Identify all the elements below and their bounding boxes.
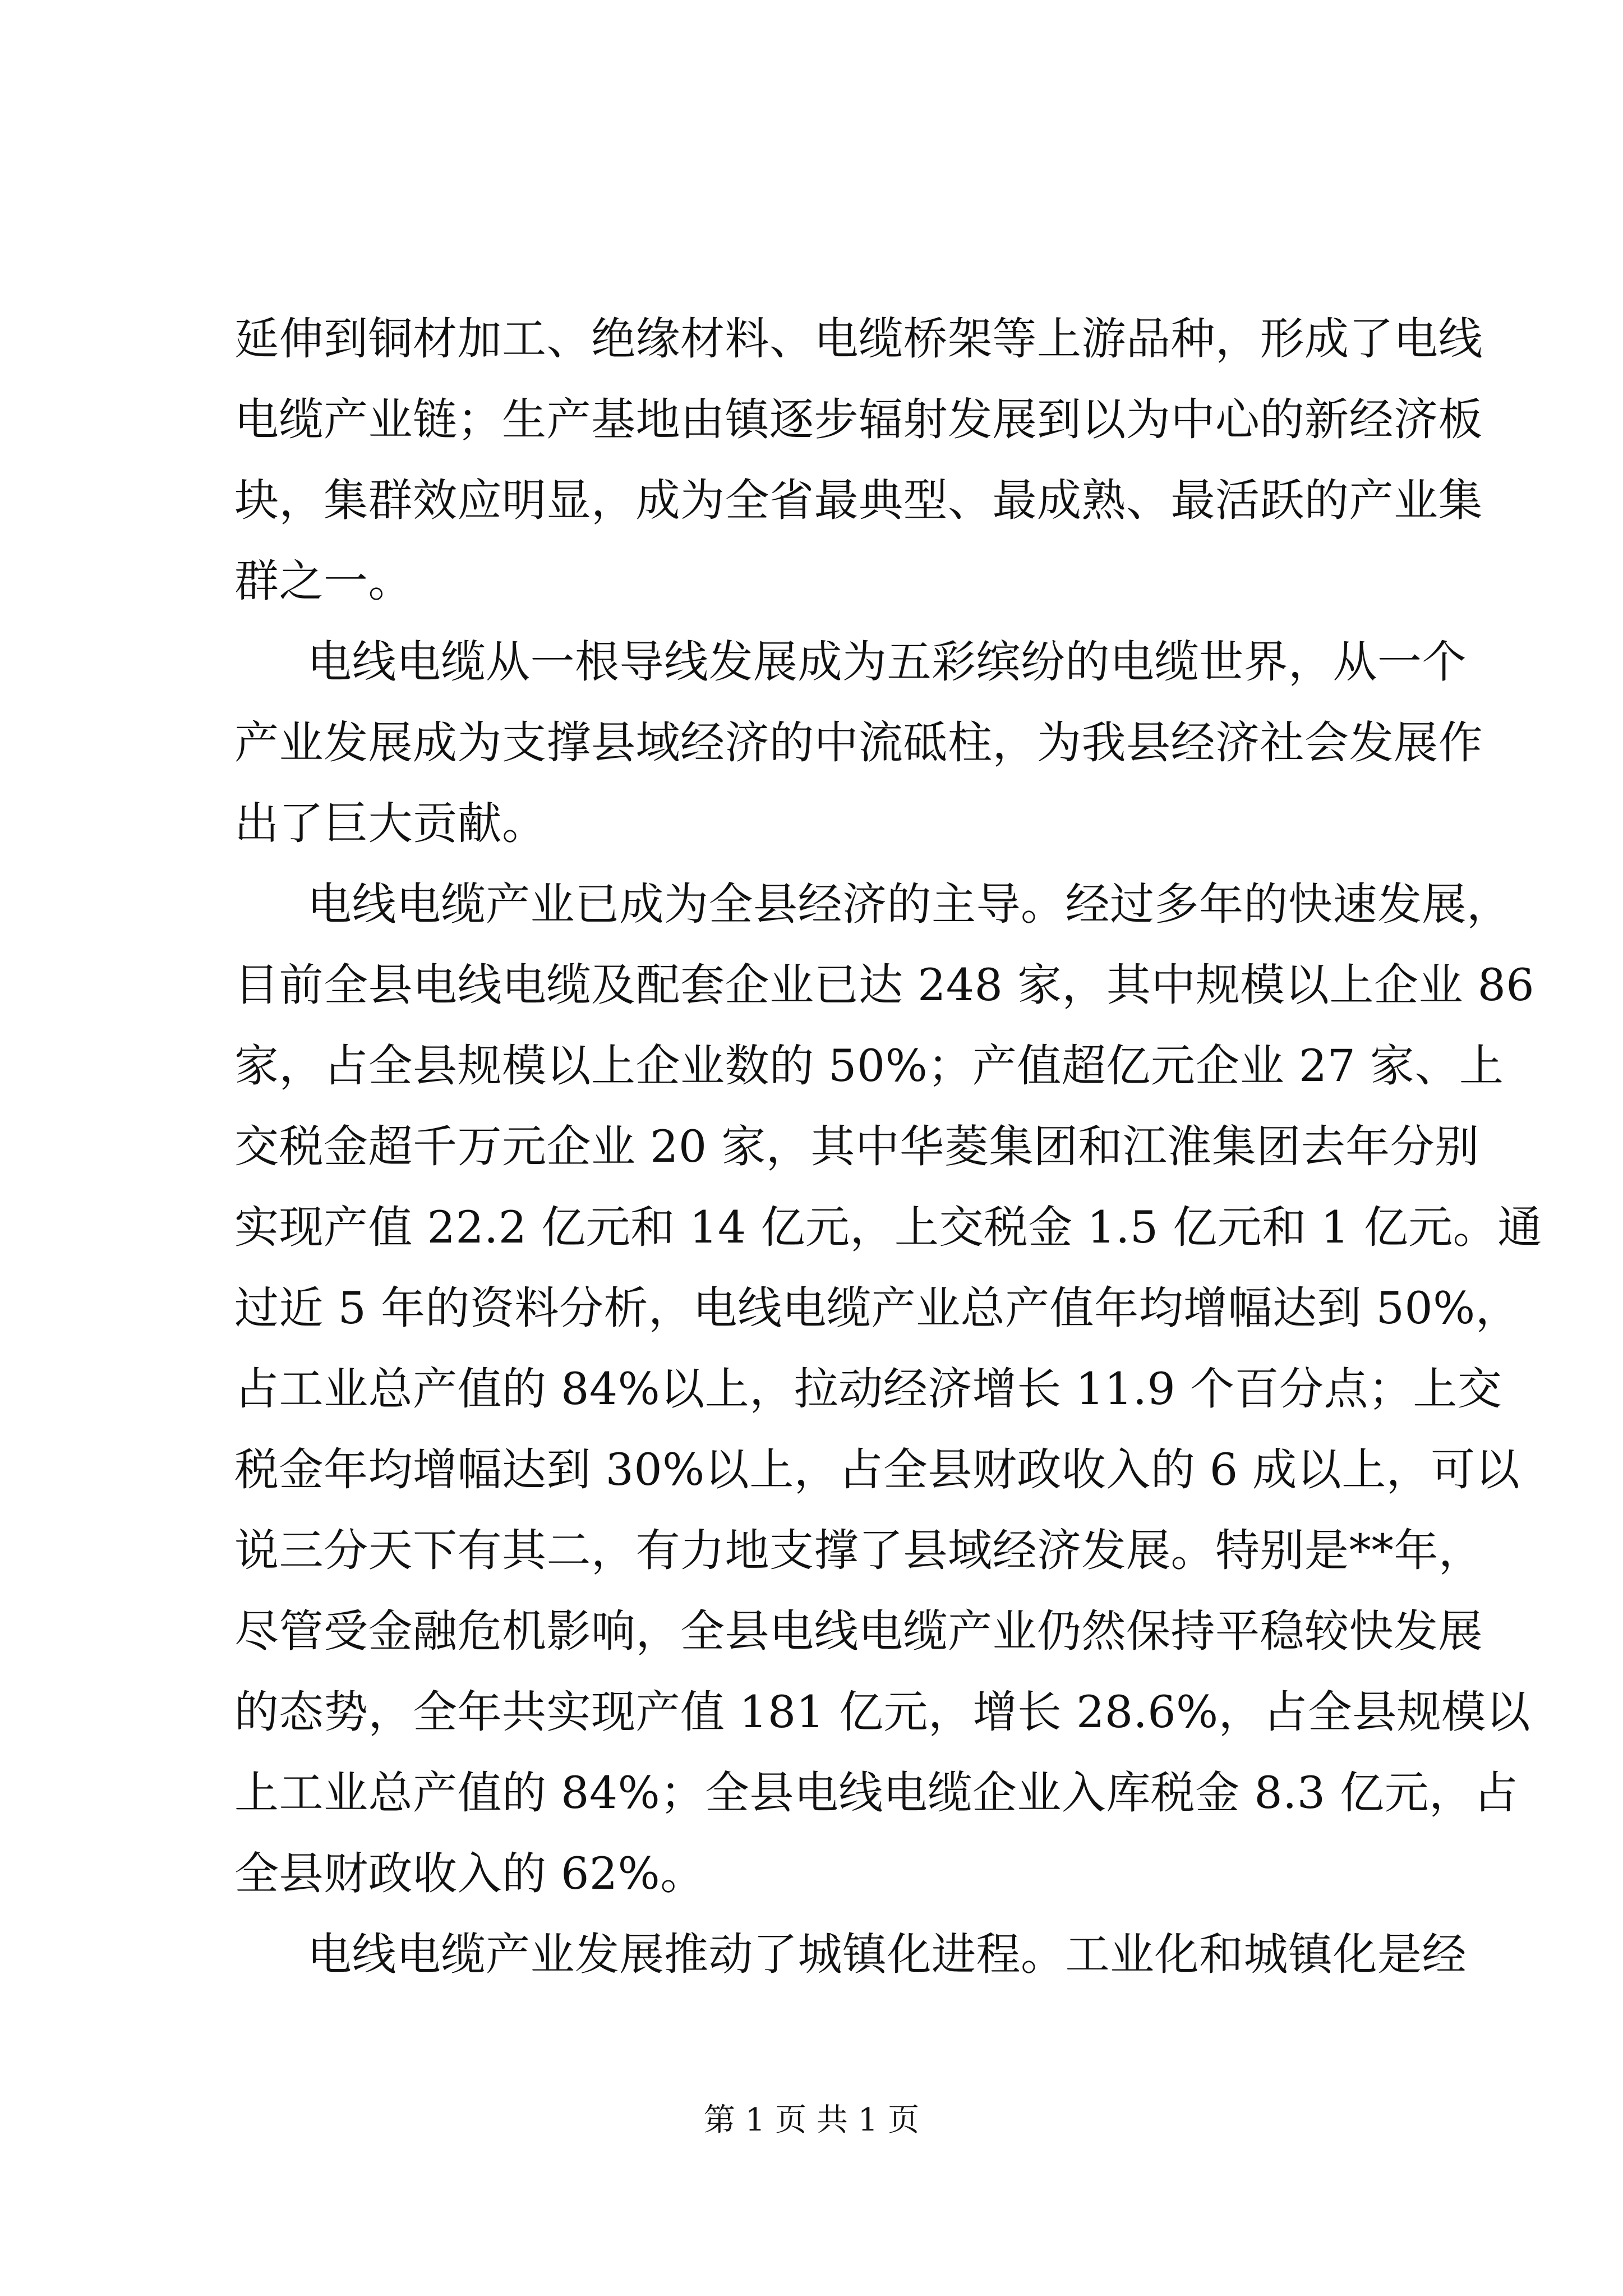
text-line: 尽管受金融危机影响，全县电线电缆产业仍然保持平稳较快发展 (234, 1605, 1483, 1657)
text-line: 的态势，全年共实现产值 181 亿元，增长 28.6%，占全县规模以 (234, 1686, 1531, 1738)
text-line: 目前全县电线电缆及配套企业已达 248 家，其中规模以上企业 86 (234, 959, 1535, 1011)
page-footer: 第 1 页 共 1 页 (703, 2102, 920, 2138)
text-line: 上工业总产值的 84%；全县电线电缆企业入库税金 8.3 亿元，占 (234, 1767, 1519, 1819)
text-line: 占工业总产值的 84%以上，拉动经济增长 11.9 个百分点；上交 (234, 1363, 1502, 1415)
text-line: 块，集群效应明显，成为全省最典型、最成熟、最活跃的产业集 (234, 475, 1483, 526)
text-line: 交税金超千万元企业 20 家，其中华菱集团和江淮集团去年分别 (234, 1121, 1479, 1172)
text-line: 群之一。 (234, 555, 413, 607)
text-line: 说三分天下有其二，有力地支撑了县域经济发展。特别是**年， (234, 1525, 1483, 1576)
text-line: 税金年均增幅达到 30%以上，占全县财政收入的 6 成以上，可以 (234, 1444, 1520, 1496)
text-line: 家，占全县规模以上企业数的 50%；产值超亿元企业 27 家、上 (234, 1040, 1504, 1092)
text-line: 电缆产业链；生产基地由镇逐步辐射发展到以为中心的新经济板 (234, 394, 1483, 445)
text-line: 产业发展成为支撑县域经济的中流砥柱，为我县经济社会发展作 (234, 717, 1483, 769)
paragraph-first-line: 电线电缆产业发展推动了城镇化进程。工业化和城镇化是经 (307, 1929, 1467, 1980)
paragraph-first-line: 电线电缆产业已成为全县经济的主导。经过多年的快速发展， (307, 878, 1511, 930)
text-line: 延伸到铜材加工、绝缘材料、电缆桥架等上游品种，形成了电线 (234, 313, 1483, 365)
text-line: 过近 5 年的资料分析，电线电缆产业总产值年均增幅达到 50%， (234, 1282, 1520, 1334)
paragraph-first-line: 电线电缆从一根导线发展成为五彩缤纷的电缆世界，从一个 (307, 636, 1467, 688)
text-line: 实现产值 22.2 亿元和 14 亿元，上交税金 1.5 亿元和 1 亿元。通 (234, 1202, 1542, 1253)
text-line: 出了巨大贡献。 (234, 798, 547, 849)
text-line: 全县财政收入的 62%。 (234, 1848, 705, 1899)
